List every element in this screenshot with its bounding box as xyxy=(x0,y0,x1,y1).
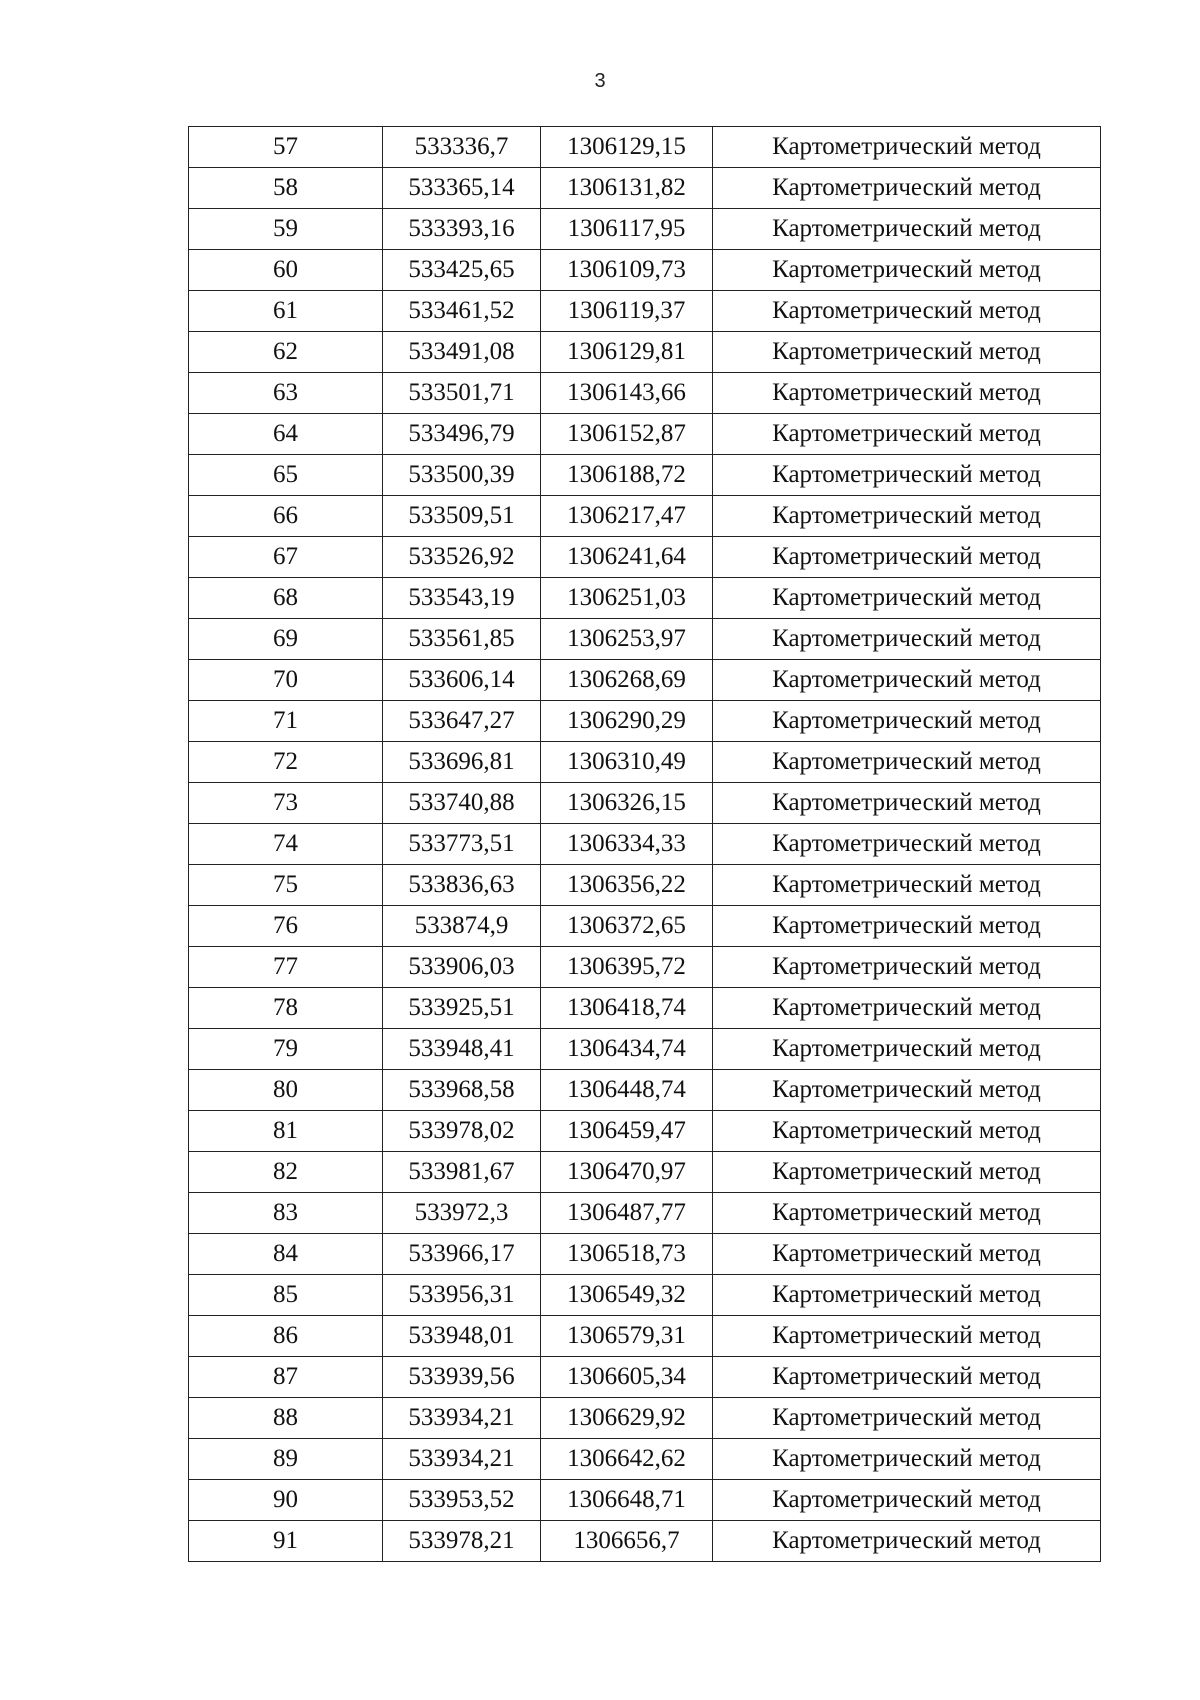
x-coordinate-cell: 533461,52 xyxy=(383,291,541,332)
x-coordinate-cell: 533526,92 xyxy=(383,537,541,578)
x-coordinate-cell: 533425,65 xyxy=(383,250,541,291)
table-row xyxy=(189,1521,1101,1562)
table-row xyxy=(189,865,1101,906)
point-number-cell: 90 xyxy=(189,1480,383,1521)
x-coordinate-cell: 533978,02 xyxy=(383,1111,541,1152)
x-coordinate-cell: 533393,16 xyxy=(383,209,541,250)
method-cell: Картометрический метод xyxy=(713,865,1101,906)
x-coordinate-cell: 533696,81 xyxy=(383,742,541,783)
y-coordinate-cell: 1306251,03 xyxy=(541,578,713,619)
method-cell: Картометрический метод xyxy=(713,701,1101,742)
method-cell: Картометрический метод xyxy=(713,619,1101,660)
method-cell: Картометрический метод xyxy=(713,1521,1101,1562)
method-cell: Картометрический метод xyxy=(713,660,1101,701)
method-cell: Картометрический метод xyxy=(713,947,1101,988)
table-row xyxy=(189,988,1101,1029)
method-cell: Картометрический метод xyxy=(713,906,1101,947)
table-row xyxy=(189,1357,1101,1398)
point-number-cell: 89 xyxy=(189,1439,383,1480)
y-coordinate-cell: 1306268,69 xyxy=(541,660,713,701)
table-row xyxy=(189,906,1101,947)
table-row xyxy=(189,783,1101,824)
y-coordinate-cell: 1306143,66 xyxy=(541,373,713,414)
y-coordinate-cell: 1306119,37 xyxy=(541,291,713,332)
y-coordinate-cell: 1306117,95 xyxy=(541,209,713,250)
table-row xyxy=(189,824,1101,865)
point-number-cell: 60 xyxy=(189,250,383,291)
point-number-cell: 64 xyxy=(189,414,383,455)
table-row xyxy=(189,1398,1101,1439)
point-number-cell: 72 xyxy=(189,742,383,783)
point-number-cell: 78 xyxy=(189,988,383,1029)
table-row xyxy=(189,1234,1101,1275)
x-coordinate-cell: 533509,51 xyxy=(383,496,541,537)
method-cell: Картометрический метод xyxy=(713,1234,1101,1275)
x-coordinate-cell: 533543,19 xyxy=(383,578,541,619)
y-coordinate-cell: 1306549,32 xyxy=(541,1275,713,1316)
method-cell: Картометрический метод xyxy=(713,1029,1101,1070)
y-coordinate-cell: 1306310,49 xyxy=(541,742,713,783)
x-coordinate-cell: 533953,52 xyxy=(383,1480,541,1521)
y-coordinate-cell: 1306253,97 xyxy=(541,619,713,660)
y-coordinate-cell: 1306656,7 xyxy=(541,1521,713,1562)
point-number-cell: 61 xyxy=(189,291,383,332)
table-row xyxy=(189,291,1101,332)
method-cell: Картометрический метод xyxy=(713,1193,1101,1234)
coordinates-table xyxy=(188,126,1101,1562)
method-cell: Картометрический метод xyxy=(713,1439,1101,1480)
y-coordinate-cell: 1306129,15 xyxy=(541,127,713,168)
point-number-cell: 68 xyxy=(189,578,383,619)
point-number-cell: 62 xyxy=(189,332,383,373)
point-number-cell: 58 xyxy=(189,168,383,209)
page-number: 3 xyxy=(594,70,606,92)
point-number-cell: 73 xyxy=(189,783,383,824)
table-row xyxy=(189,742,1101,783)
point-number-cell: 79 xyxy=(189,1029,383,1070)
x-coordinate-cell: 533606,14 xyxy=(383,660,541,701)
point-number-cell: 84 xyxy=(189,1234,383,1275)
point-number-cell: 86 xyxy=(189,1316,383,1357)
y-coordinate-cell: 1306459,47 xyxy=(541,1111,713,1152)
method-cell: Картометрический метод xyxy=(713,1357,1101,1398)
coordinates-table-body xyxy=(189,127,1101,1562)
y-coordinate-cell: 1306434,74 xyxy=(541,1029,713,1070)
table-row xyxy=(189,947,1101,988)
y-coordinate-cell: 1306579,31 xyxy=(541,1316,713,1357)
point-number-cell: 57 xyxy=(189,127,383,168)
table-row xyxy=(189,168,1101,209)
method-cell: Картометрический метод xyxy=(713,783,1101,824)
x-coordinate-cell: 533336,7 xyxy=(383,127,541,168)
y-coordinate-cell: 1306188,72 xyxy=(541,455,713,496)
point-number-cell: 81 xyxy=(189,1111,383,1152)
method-cell: Картометрический метод xyxy=(713,414,1101,455)
point-number-cell: 65 xyxy=(189,455,383,496)
x-coordinate-cell: 533925,51 xyxy=(383,988,541,1029)
x-coordinate-cell: 533966,17 xyxy=(383,1234,541,1275)
method-cell: Картометрический метод xyxy=(713,127,1101,168)
method-cell: Картометрический метод xyxy=(713,1152,1101,1193)
point-number-cell: 71 xyxy=(189,701,383,742)
method-cell: Картометрический метод xyxy=(713,578,1101,619)
y-coordinate-cell: 1306418,74 xyxy=(541,988,713,1029)
y-coordinate-cell: 1306131,82 xyxy=(541,168,713,209)
x-coordinate-cell: 533874,9 xyxy=(383,906,541,947)
y-coordinate-cell: 1306642,62 xyxy=(541,1439,713,1480)
method-cell: Картометрический метод xyxy=(713,496,1101,537)
method-cell: Картометрический метод xyxy=(713,291,1101,332)
x-coordinate-cell: 533978,21 xyxy=(383,1521,541,1562)
point-number-cell: 76 xyxy=(189,906,383,947)
x-coordinate-cell: 533500,39 xyxy=(383,455,541,496)
y-coordinate-cell: 1306217,47 xyxy=(541,496,713,537)
method-cell: Картометрический метод xyxy=(713,250,1101,291)
table-row xyxy=(189,414,1101,455)
x-coordinate-cell: 533934,21 xyxy=(383,1439,541,1480)
x-coordinate-cell: 533948,01 xyxy=(383,1316,541,1357)
method-cell: Картометрический метод xyxy=(713,1070,1101,1111)
y-coordinate-cell: 1306109,73 xyxy=(541,250,713,291)
table-row xyxy=(189,1439,1101,1480)
method-cell: Картометрический метод xyxy=(713,988,1101,1029)
x-coordinate-cell: 533948,41 xyxy=(383,1029,541,1070)
method-cell: Картометрический метод xyxy=(713,742,1101,783)
y-coordinate-cell: 1306487,77 xyxy=(541,1193,713,1234)
y-coordinate-cell: 1306470,97 xyxy=(541,1152,713,1193)
table-row xyxy=(189,373,1101,414)
x-coordinate-cell: 533906,03 xyxy=(383,947,541,988)
point-number-cell: 75 xyxy=(189,865,383,906)
y-coordinate-cell: 1306395,72 xyxy=(541,947,713,988)
point-number-cell: 63 xyxy=(189,373,383,414)
y-coordinate-cell: 1306241,64 xyxy=(541,537,713,578)
point-number-cell: 67 xyxy=(189,537,383,578)
table-row xyxy=(189,701,1101,742)
point-number-cell: 87 xyxy=(189,1357,383,1398)
table-row xyxy=(189,1111,1101,1152)
x-coordinate-cell: 533561,85 xyxy=(383,619,541,660)
table-row xyxy=(189,660,1101,701)
y-coordinate-cell: 1306129,81 xyxy=(541,332,713,373)
x-coordinate-cell: 533956,31 xyxy=(383,1275,541,1316)
x-coordinate-cell: 533773,51 xyxy=(383,824,541,865)
point-number-cell: 83 xyxy=(189,1193,383,1234)
y-coordinate-cell: 1306372,65 xyxy=(541,906,713,947)
method-cell: Картометрический метод xyxy=(713,1275,1101,1316)
x-coordinate-cell: 533939,56 xyxy=(383,1357,541,1398)
table-row xyxy=(189,1316,1101,1357)
x-coordinate-cell: 533934,21 xyxy=(383,1398,541,1439)
table-row xyxy=(189,1029,1101,1070)
method-cell: Картометрический метод xyxy=(713,209,1101,250)
x-coordinate-cell: 533981,67 xyxy=(383,1152,541,1193)
method-cell: Картометрический метод xyxy=(713,455,1101,496)
point-number-cell: 74 xyxy=(189,824,383,865)
table-row xyxy=(189,209,1101,250)
x-coordinate-cell: 533972,3 xyxy=(383,1193,541,1234)
table-row xyxy=(189,1275,1101,1316)
table-row xyxy=(189,1480,1101,1521)
method-cell: Картометрический метод xyxy=(713,1111,1101,1152)
x-coordinate-cell: 533647,27 xyxy=(383,701,541,742)
y-coordinate-cell: 1306334,33 xyxy=(541,824,713,865)
point-number-cell: 69 xyxy=(189,619,383,660)
method-cell: Картометрический метод xyxy=(713,824,1101,865)
y-coordinate-cell: 1306448,74 xyxy=(541,1070,713,1111)
table-row xyxy=(189,619,1101,660)
method-cell: Картометрический метод xyxy=(713,1398,1101,1439)
x-coordinate-cell: 533365,14 xyxy=(383,168,541,209)
table-row xyxy=(189,578,1101,619)
y-coordinate-cell: 1306326,15 xyxy=(541,783,713,824)
method-cell: Картометрический метод xyxy=(713,373,1101,414)
point-number-cell: 66 xyxy=(189,496,383,537)
method-cell: Картометрический метод xyxy=(713,168,1101,209)
x-coordinate-cell: 533496,79 xyxy=(383,414,541,455)
method-cell: Картометрический метод xyxy=(713,1316,1101,1357)
table-row xyxy=(189,127,1101,168)
x-coordinate-cell: 533836,63 xyxy=(383,865,541,906)
point-number-cell: 88 xyxy=(189,1398,383,1439)
point-number-cell: 91 xyxy=(189,1521,383,1562)
x-coordinate-cell: 533491,08 xyxy=(383,332,541,373)
table-row xyxy=(189,332,1101,373)
table-row xyxy=(189,455,1101,496)
point-number-cell: 59 xyxy=(189,209,383,250)
table-row xyxy=(189,1070,1101,1111)
point-number-cell: 70 xyxy=(189,660,383,701)
y-coordinate-cell: 1306518,73 xyxy=(541,1234,713,1275)
point-number-cell: 80 xyxy=(189,1070,383,1111)
y-coordinate-cell: 1306629,92 xyxy=(541,1398,713,1439)
table-row xyxy=(189,496,1101,537)
y-coordinate-cell: 1306648,71 xyxy=(541,1480,713,1521)
table-row xyxy=(189,537,1101,578)
y-coordinate-cell: 1306152,87 xyxy=(541,414,713,455)
y-coordinate-cell: 1306290,29 xyxy=(541,701,713,742)
point-number-cell: 82 xyxy=(189,1152,383,1193)
point-number-cell: 85 xyxy=(189,1275,383,1316)
table-row xyxy=(189,1193,1101,1234)
x-coordinate-cell: 533501,71 xyxy=(383,373,541,414)
y-coordinate-cell: 1306605,34 xyxy=(541,1357,713,1398)
method-cell: Картометрический метод xyxy=(713,1480,1101,1521)
x-coordinate-cell: 533968,58 xyxy=(383,1070,541,1111)
method-cell: Картометрический метод xyxy=(713,537,1101,578)
point-number-cell: 77 xyxy=(189,947,383,988)
method-cell: Картометрический метод xyxy=(713,332,1101,373)
table-row xyxy=(189,250,1101,291)
y-coordinate-cell: 1306356,22 xyxy=(541,865,713,906)
x-coordinate-cell: 533740,88 xyxy=(383,783,541,824)
table-row xyxy=(189,1152,1101,1193)
